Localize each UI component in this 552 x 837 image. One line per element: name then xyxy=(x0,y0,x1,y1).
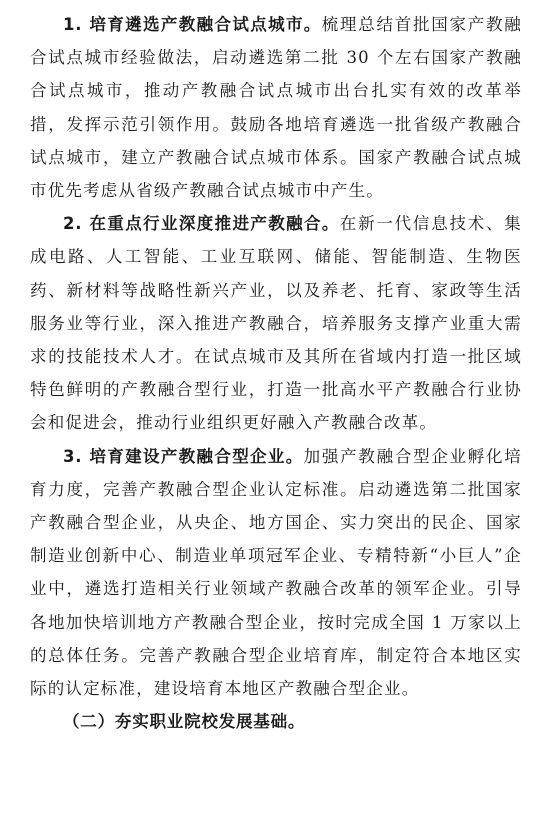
paragraph-enterprises xyxy=(30,440,522,706)
paragraph-body: 加强产教融合型企业孵化培育力度，完善产教融合型企业认定标准。启动遴选第二批国家产教融合型企业，从央企、地方国企、实力突出的民企、国家制造业创新中心、制造业单项冠军企业、专精特新“小巨人”企业中，遴选打造相关行业领域产教融合改革的领军企业。引导各地加快培训地方产教融合型企业，按时完成全国 1 万家以上的总体任务。完善产教融合型企业培育库，制定符合本地区实际的认定标准，建设培育本地区产教融合型企业。 xyxy=(30,446,522,699)
paragraph-heading: 1. 培育遴选产教融合试点城市。 xyxy=(63,15,322,34)
paragraph-pilot-cities xyxy=(30,8,522,207)
paragraph-body: 梳理总结首批国家产教融合试点城市经验做法，启动遴选第二批 30 个左右国家产教融合试点城市，推动产教融合试点城市出台扎实有效的改革举措，发挥示范引领作用。鼓励各地培育遴选一批省级产教融合试点城市，建立产教融合试点城市体系。国家产教融合试点城市优先考虑从省级产教融合试点城市中产生。 xyxy=(30,15,522,201)
paragraph-key-industries xyxy=(30,207,522,439)
paragraph-heading: 2. 在重点行业深度推进产教融合。 xyxy=(63,214,340,234)
paragraph-body: 在新一代信息技术、集成电路、人工智能、工业互联网、储能、智能制造、生物医药、新材料等战略性新兴产业，以及养老、托育、家政等生活服务业等行业，深入推进产教融合，培养服务支撑产业重大需求的技能技术人才。在试点城市及其所在省域内打造一批区域特色鲜明的产教融合型行业，打造一批高水平产教融合行业协会和促进会，推动行业组织更好融入产教融合改革。 xyxy=(30,214,523,433)
paragraph-heading: 3. 培育建设产教融合型企业。 xyxy=(63,446,304,466)
section-heading: （二）夯实职业院校发展基础。 xyxy=(63,712,306,732)
